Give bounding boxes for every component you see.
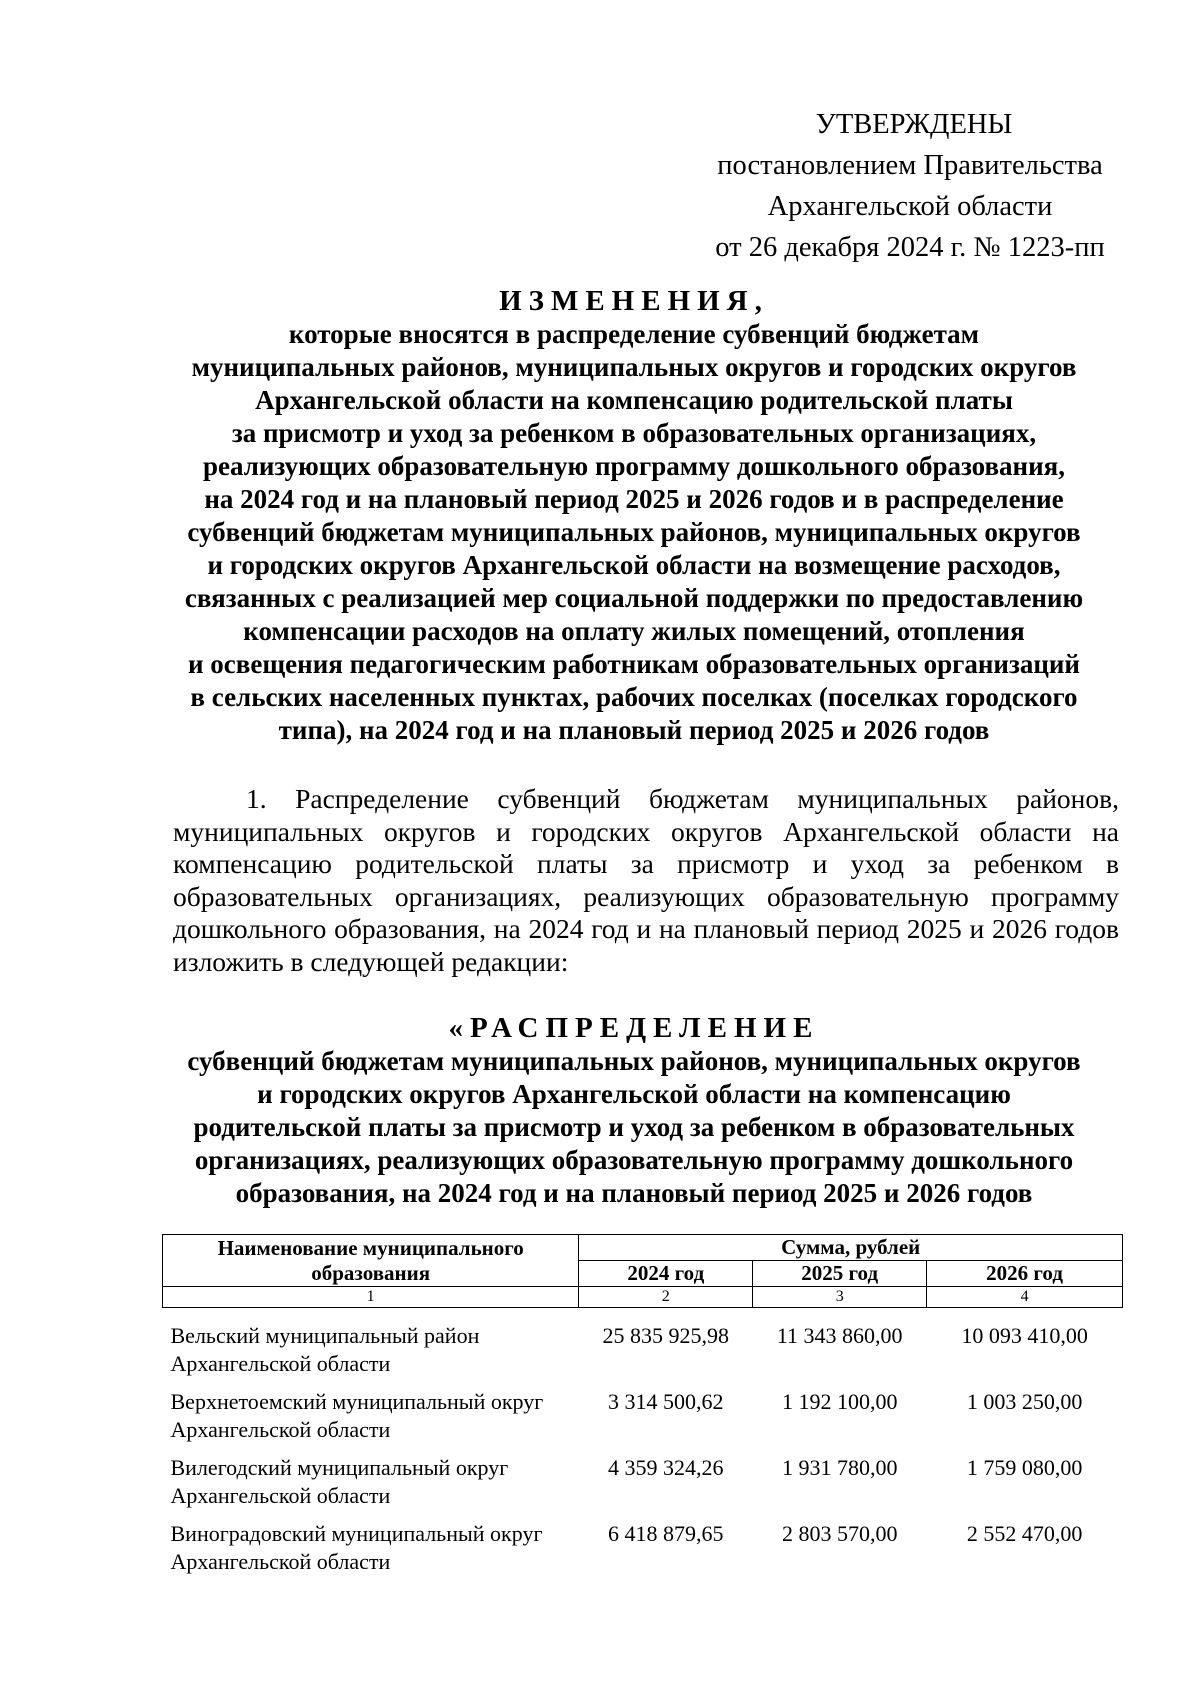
- amount-2026: 10 093 410,00: [961, 1323, 1088, 1348]
- amount-2026: 2 552 470,00: [966, 1521, 1083, 1546]
- heading-line: типа), на 2024 год и на плановый период 2025 и 2026 годов: [278, 715, 990, 745]
- distribution-title: «РАСПРЕДЕЛЕНИЕ: [448, 1012, 820, 1044]
- paragraph-1-text: 1. Распределение субвенций бюджетам муниципальных районов, муниципальных округов и городских округов Архангельской области на компенсацию родительской платы за присмотр и уход за ребенком в образовательных организациях, реализующих образовательную программу дошкольного образования, на 2024 год и на плановый период 2025 и 2026 годов изложить в следующей редакции:: [173, 783, 1119, 977]
- table-row: [163, 1320, 1123, 1386]
- column-header-2025: 2025 год: [753, 1261, 927, 1287]
- distribution-line: родительской платы за присмотр и уход за ребенком в образовательных: [193, 1112, 1075, 1142]
- heading-line: на 2024 год и на плановый период 2025 и 2026 годов и в распределение: [204, 484, 1064, 514]
- heading-line: и городских округов Архангельской области на возмещение расходов,: [207, 550, 1061, 580]
- distribution-line: и городских округов Архангельской области на компенсацию: [257, 1079, 1011, 1109]
- column-index: 4: [927, 1287, 1123, 1308]
- distribution-line: организациях, реализующих образовательную программу дошкольного: [194, 1145, 1074, 1175]
- amount-2025: 1 931 780,00: [781, 1455, 898, 1480]
- approval-line: постановлением Правительства: [717, 150, 1103, 181]
- column-index: 2: [579, 1287, 753, 1308]
- distribution-heading: [150, 1012, 1118, 1210]
- column-header-sum: Сумма, рублей: [579, 1235, 1123, 1261]
- amount-2024: 4 359 324,26: [608, 1455, 724, 1480]
- column-index: 1: [163, 1287, 579, 1308]
- heading-line: и освещения педагогическим работникам образовательных организаций: [188, 649, 1080, 679]
- heading-line: субвенций бюджетам муниципальных районов, муниципальных округов: [187, 517, 1081, 547]
- amount-2025: 2 803 570,00: [781, 1521, 898, 1546]
- distribution-table: [162, 1234, 1123, 1584]
- table-row: [163, 1452, 1123, 1518]
- column-header-name: Наименование муниципального образования: [163, 1235, 579, 1287]
- column-index: 3: [753, 1287, 927, 1308]
- column-header-2024: 2024 год: [579, 1261, 753, 1287]
- approval-line: Архангельской области: [767, 191, 1053, 222]
- amount-2026: 1 759 080,00: [966, 1455, 1083, 1480]
- amount-2024: 6 418 879,65: [608, 1521, 724, 1546]
- distribution-line: субвенций бюджетам муниципальных районов, муниципальных округов: [187, 1046, 1081, 1076]
- approval-block: [700, 104, 1120, 268]
- municipality-name: Вилегодский муниципальный округ Архангельской области: [170, 1455, 509, 1508]
- heading-title: ИЗМЕНЕНИЯ,: [499, 285, 769, 317]
- amount-2025: 1 192 100,00: [781, 1389, 898, 1414]
- heading-line: Архангельской области на компенсацию родительской платы: [255, 385, 1013, 415]
- amount-2024: 3 314 500,62: [608, 1389, 724, 1414]
- heading-line: компенсации расходов на оплату жилых помещений, отопления: [243, 616, 1025, 646]
- distribution-line: образования, на 2024 год и на плановый период 2025 и 2026 годов: [235, 1178, 1033, 1208]
- approval-date-number: от 26 декабря 2024 г. № 1223-пп: [715, 232, 1105, 263]
- amount-2025: 11 343 860,00: [776, 1323, 903, 1348]
- heading-line: которые вносятся в распределение субвенций бюджетам: [288, 319, 980, 349]
- heading-line: связанных с реализацией мер социальной поддержки по предоставлению: [184, 583, 1084, 613]
- amount-2024: 25 835 925,98: [602, 1323, 730, 1348]
- table-row: [163, 1386, 1123, 1452]
- municipality-name: Виноградовский муниципальный округ Архангельской области: [170, 1521, 543, 1574]
- table-row: [163, 1518, 1123, 1584]
- document-heading: [150, 285, 1118, 747]
- approval-title: УТВЕРЖДЕНЫ: [815, 109, 1013, 140]
- heading-line: в сельских населенных пунктах, рабочих поселках (поселках городского: [190, 682, 1078, 712]
- amount-2026: 1 003 250,00: [966, 1389, 1083, 1414]
- heading-line: реализующих образовательную программу дошкольного образования,: [202, 451, 1066, 481]
- municipality-name: Верхнетоемский муниципальный округ Архангельской области: [170, 1389, 544, 1442]
- column-header-2026: 2026 год: [927, 1261, 1123, 1287]
- heading-line: за присмотр и уход за ребенком в образовательных организациях,: [231, 418, 1037, 448]
- municipality-name: Вельский муниципальный район Архангельской области: [170, 1323, 480, 1376]
- heading-line: муниципальных районов, муниципальных округов и городских округов: [191, 352, 1077, 382]
- paragraph-1: [173, 783, 1119, 979]
